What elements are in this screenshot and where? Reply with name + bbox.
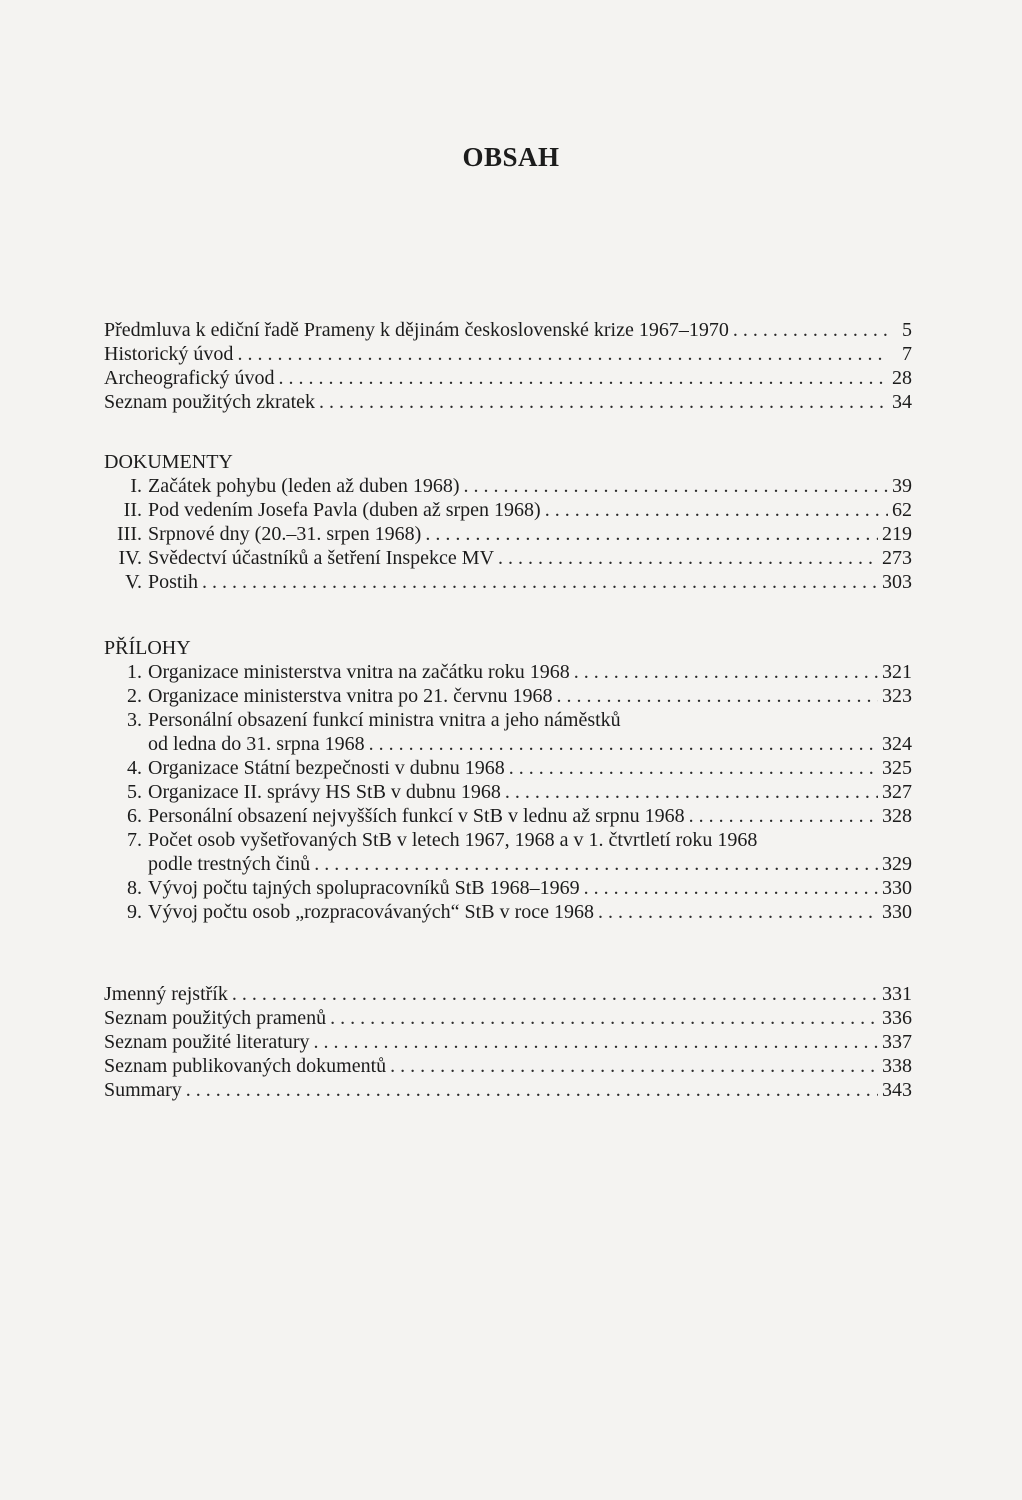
toc-entry-number: IV. [118,547,142,569]
dot-leader [689,804,878,828]
toc-entry-label: od ledna do 31. srpna 1968 [148,733,365,755]
section-heading-prilohy: PŘÍLOHY [104,637,191,659]
toc-entry-number: II. [123,499,142,521]
toc-entry-label: Historický úvod [104,343,234,365]
toc-entry-label: Personální obsazení nejvyšších funkcí v StB v lednu až srpnu 1968 [148,805,685,827]
dot-leader [505,780,878,804]
toc-entry-label: Vývoj počtu tajných spolupracovníků StB 1968–1969 [148,877,580,899]
toc-entry-page: 5 [902,319,912,341]
toc-entry-continuation [104,852,912,876]
toc-entry-label: Seznam použitých zkratek [104,391,316,413]
toc-entry [104,828,912,852]
dot-leader [425,522,878,546]
toc-entry [104,982,912,1006]
dot-leader [369,732,878,756]
page-title: OBSAH [462,142,560,172]
toc-entry-page: 219 [882,523,912,545]
toc-entry-page: 28 [892,367,912,389]
toc-entry-label: Jmenný rejstřík [104,983,228,1005]
dot-leader [314,852,878,876]
dot-leader [545,498,888,522]
dot-leader [574,660,878,684]
section-heading-dokumenty: DOKUMENTY [104,451,233,473]
toc-entry-page: 7 [902,343,912,365]
dot-leader [390,1054,878,1078]
dot-leader [237,342,888,366]
toc-entry-page: 330 [882,877,912,899]
toc-entry-label: Seznam publikovaných dokumentů [104,1055,387,1077]
toc-entry [104,1054,912,1078]
toc-entry [104,546,912,570]
toc-front-section [104,318,912,414]
toc-entry-number: 3. [127,709,142,731]
toc-entry [104,660,912,684]
toc-entry-label: Organizace ministerstva vnitra na začátku roku 1968 [148,661,570,683]
toc-entry [104,1006,912,1030]
toc-entry-label: Seznam použitých pramenů [104,1007,327,1029]
dot-leader [464,474,888,498]
toc-entry-page: 303 [882,571,912,593]
toc-entry-page: 62 [892,499,912,521]
toc-entry-page: 327 [882,781,912,803]
toc-entry [104,522,912,546]
dot-leader [498,546,878,570]
toc-entry-page: 321 [882,661,912,683]
dot-leader [598,900,878,924]
dot-leader [202,570,878,594]
toc-entry [104,366,912,390]
toc-entry-label: Začátek pohybu (leden až duben 1968) [148,475,460,497]
toc-entry-label: Svědectví účastníků a šetření Inspekce MV [148,547,495,569]
toc-entry [104,900,912,924]
toc-entry [104,1078,912,1102]
toc-entry-number: I. [130,475,142,497]
toc-entry-page: 343 [882,1079,912,1101]
toc-entry [104,390,912,414]
toc-entry-page: 34 [892,391,912,413]
dot-leader [509,756,878,780]
toc-entry-label: Postih [148,571,199,593]
dot-leader [584,876,878,900]
dot-leader [313,1030,878,1054]
toc-entry-page: 330 [882,901,912,923]
toc-entry-label: Organizace II. správy HS StB v dubnu 1968 [148,781,501,803]
toc-entry-label: Archeografický úvod [104,367,275,389]
toc-entry-label: Personální obsazení funkcí ministra vnitra a jeho náměstků [148,709,621,731]
toc-entry [104,474,912,498]
toc-prilohy-section [104,636,912,924]
toc-entry-label: Organizace ministerstva vnitra po 21. červnu 1968 [148,685,553,707]
toc-entry-label: Vývoj počtu osob „rozpracovávaných“ StB v roce 1968 [148,901,594,923]
toc-entry [104,684,912,708]
dot-leader [232,982,878,1006]
toc-entry-label: Summary [104,1079,182,1101]
toc-entry-label: Pod vedením Josefa Pavla (duben až srpen 1968) [148,499,541,521]
dot-leader [557,684,878,708]
toc-entry-label: Předmluva k ediční řadě Prameny k dějinám československé krize 1967–1970 [104,319,729,341]
toc-entry-page: 324 [882,733,912,755]
toc-entry [104,708,912,732]
toc-entry-page: 273 [882,547,912,569]
dot-leader [279,366,889,390]
toc-entry-number: 7. [127,829,142,851]
toc-entry-number: 6. [127,805,142,827]
toc-entry-number: 9. [127,901,142,923]
toc-entry-number: 2. [127,685,142,707]
toc-entry [104,780,912,804]
toc-dokumenty-section [104,450,912,594]
dot-leader [186,1078,878,1102]
toc-entry [104,570,912,594]
toc-entry-page: 331 [882,983,912,1005]
toc-entry [104,756,912,780]
toc-entry-label: Seznam použité literatury [104,1031,310,1053]
toc-entry-label: Organizace Státní bezpečnosti v dubnu 1968 [148,757,505,779]
toc-entry-label: Srpnové dny (20.–31. srpen 1968) [148,523,422,545]
toc-entry-page: 338 [882,1055,912,1077]
toc-entry-page: 329 [882,853,912,875]
toc-entry [104,342,912,366]
toc-entry-number: 4. [127,757,142,779]
toc-entry-continuation [104,732,912,756]
toc-entry-page: 328 [882,805,912,827]
toc-entry-page: 39 [892,475,912,497]
toc-entry-number: 1. [127,661,142,683]
toc-entry-number: 5. [127,781,142,803]
toc-entry-number: V. [125,571,142,593]
toc-entry-page: 325 [882,757,912,779]
toc-entry-page: 337 [882,1031,912,1053]
toc-entry [104,1030,912,1054]
toc-entry [104,876,912,900]
toc-back-section [104,982,912,1102]
toc-entry-label: podle trestných činů [148,853,311,875]
toc-entry [104,804,912,828]
toc-entry-page: 336 [882,1007,912,1029]
dot-leader [733,318,888,342]
toc-entry-label: Počet osob vyšetřovaných StB v letech 1967, 1968 a v 1. čtvrtletí roku 1968 [148,829,758,851]
toc-entry [104,498,912,522]
toc-entry-number: 8. [127,877,142,899]
toc-entry-number: III. [117,523,142,545]
toc-entry-page: 323 [882,685,912,707]
dot-leader [330,1006,878,1030]
dot-leader [319,390,888,414]
toc-entry [104,318,912,342]
